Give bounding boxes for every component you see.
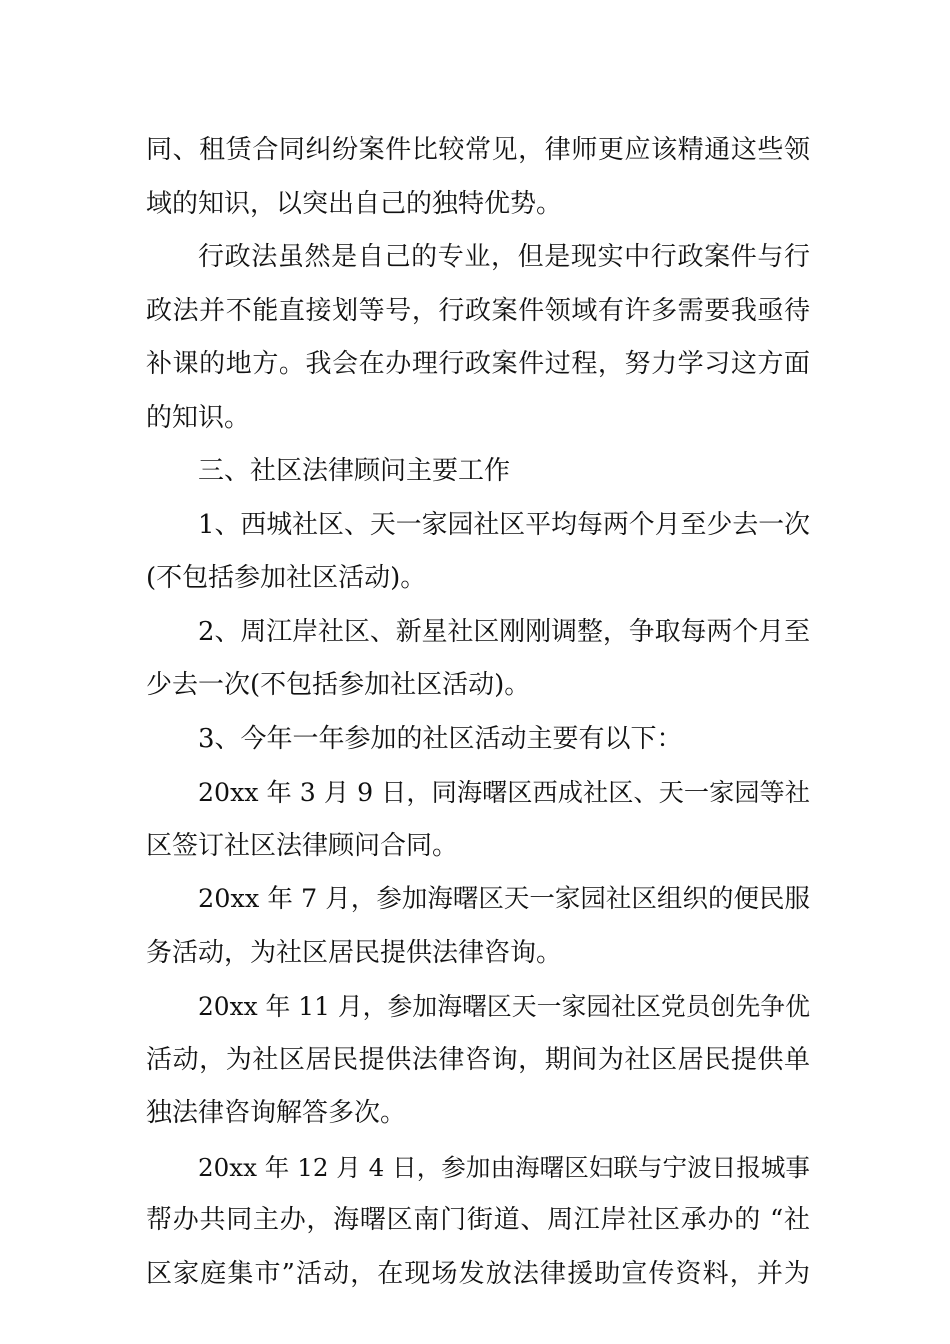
text-line: 1、西城社区、天一家园社区平均每两个月至少去一次 [198, 509, 810, 540]
text-line: 20xx 年 3 月 9 日，同海曙区西成社区、天一家园等社 [198, 778, 810, 807]
text-line: 域的知识，以突出自己的独特优势。 [146, 188, 563, 219]
text-line: (不包括参加社区活动)。 [146, 563, 427, 593]
text-line: 行政法虽然是自己的专业，但是现实中行政案件与行 [198, 242, 810, 272]
document-body [146, 124, 810, 1301]
text-line: 区签订社区法律顾问合同。 [146, 830, 459, 861]
text-line: 区家庭集市”活动，在现场发放法律援助宣传资料，并为 [146, 1258, 810, 1289]
text-line: 独法律咨询解答多次。 [146, 1098, 407, 1128]
text-line: 帮办共同主办，海曙区南门街道、周江岸社区承办的 “社 [146, 1205, 810, 1235]
text-line: 2、周江岸社区、新星社区刚刚调整，争取每两个月至 [198, 616, 810, 647]
text-line: 20xx 年 7 月，参加海曙区天一家园社区组织的便民服 [198, 884, 810, 914]
text-line: 20xx 年 11 月，参加海曙区天一家园社区党员创先争优 [198, 992, 810, 1021]
text-line: 3、今年一年参加的社区活动主要有以下： [198, 723, 683, 754]
text-line: 补课的地方。我会在办理行政案件过程，努力学习这方面 [146, 349, 810, 379]
text-line: 活动，为社区居民提供法律咨询，期间为社区居民提供单 [146, 1044, 810, 1075]
section-heading: 三、社区法律顾问主要工作 [198, 456, 511, 486]
text-line: 务活动，为社区居民提供法律咨询。 [146, 937, 563, 968]
text-line: 少去一次(不包括参加社区活动)。 [146, 670, 531, 700]
text-line: 20xx 年 12 月 4 日，参加由海曙区妇联与宁波日报城事 [198, 1152, 810, 1182]
text-line: 的知识。 [146, 402, 251, 433]
text-line: 同、租赁合同纠纷案件比较常见，律师更应该精通这些领 [146, 135, 810, 165]
text-line: 政法并不能直接划等号，行政案件领域有许多需要我亟待 [146, 295, 810, 326]
